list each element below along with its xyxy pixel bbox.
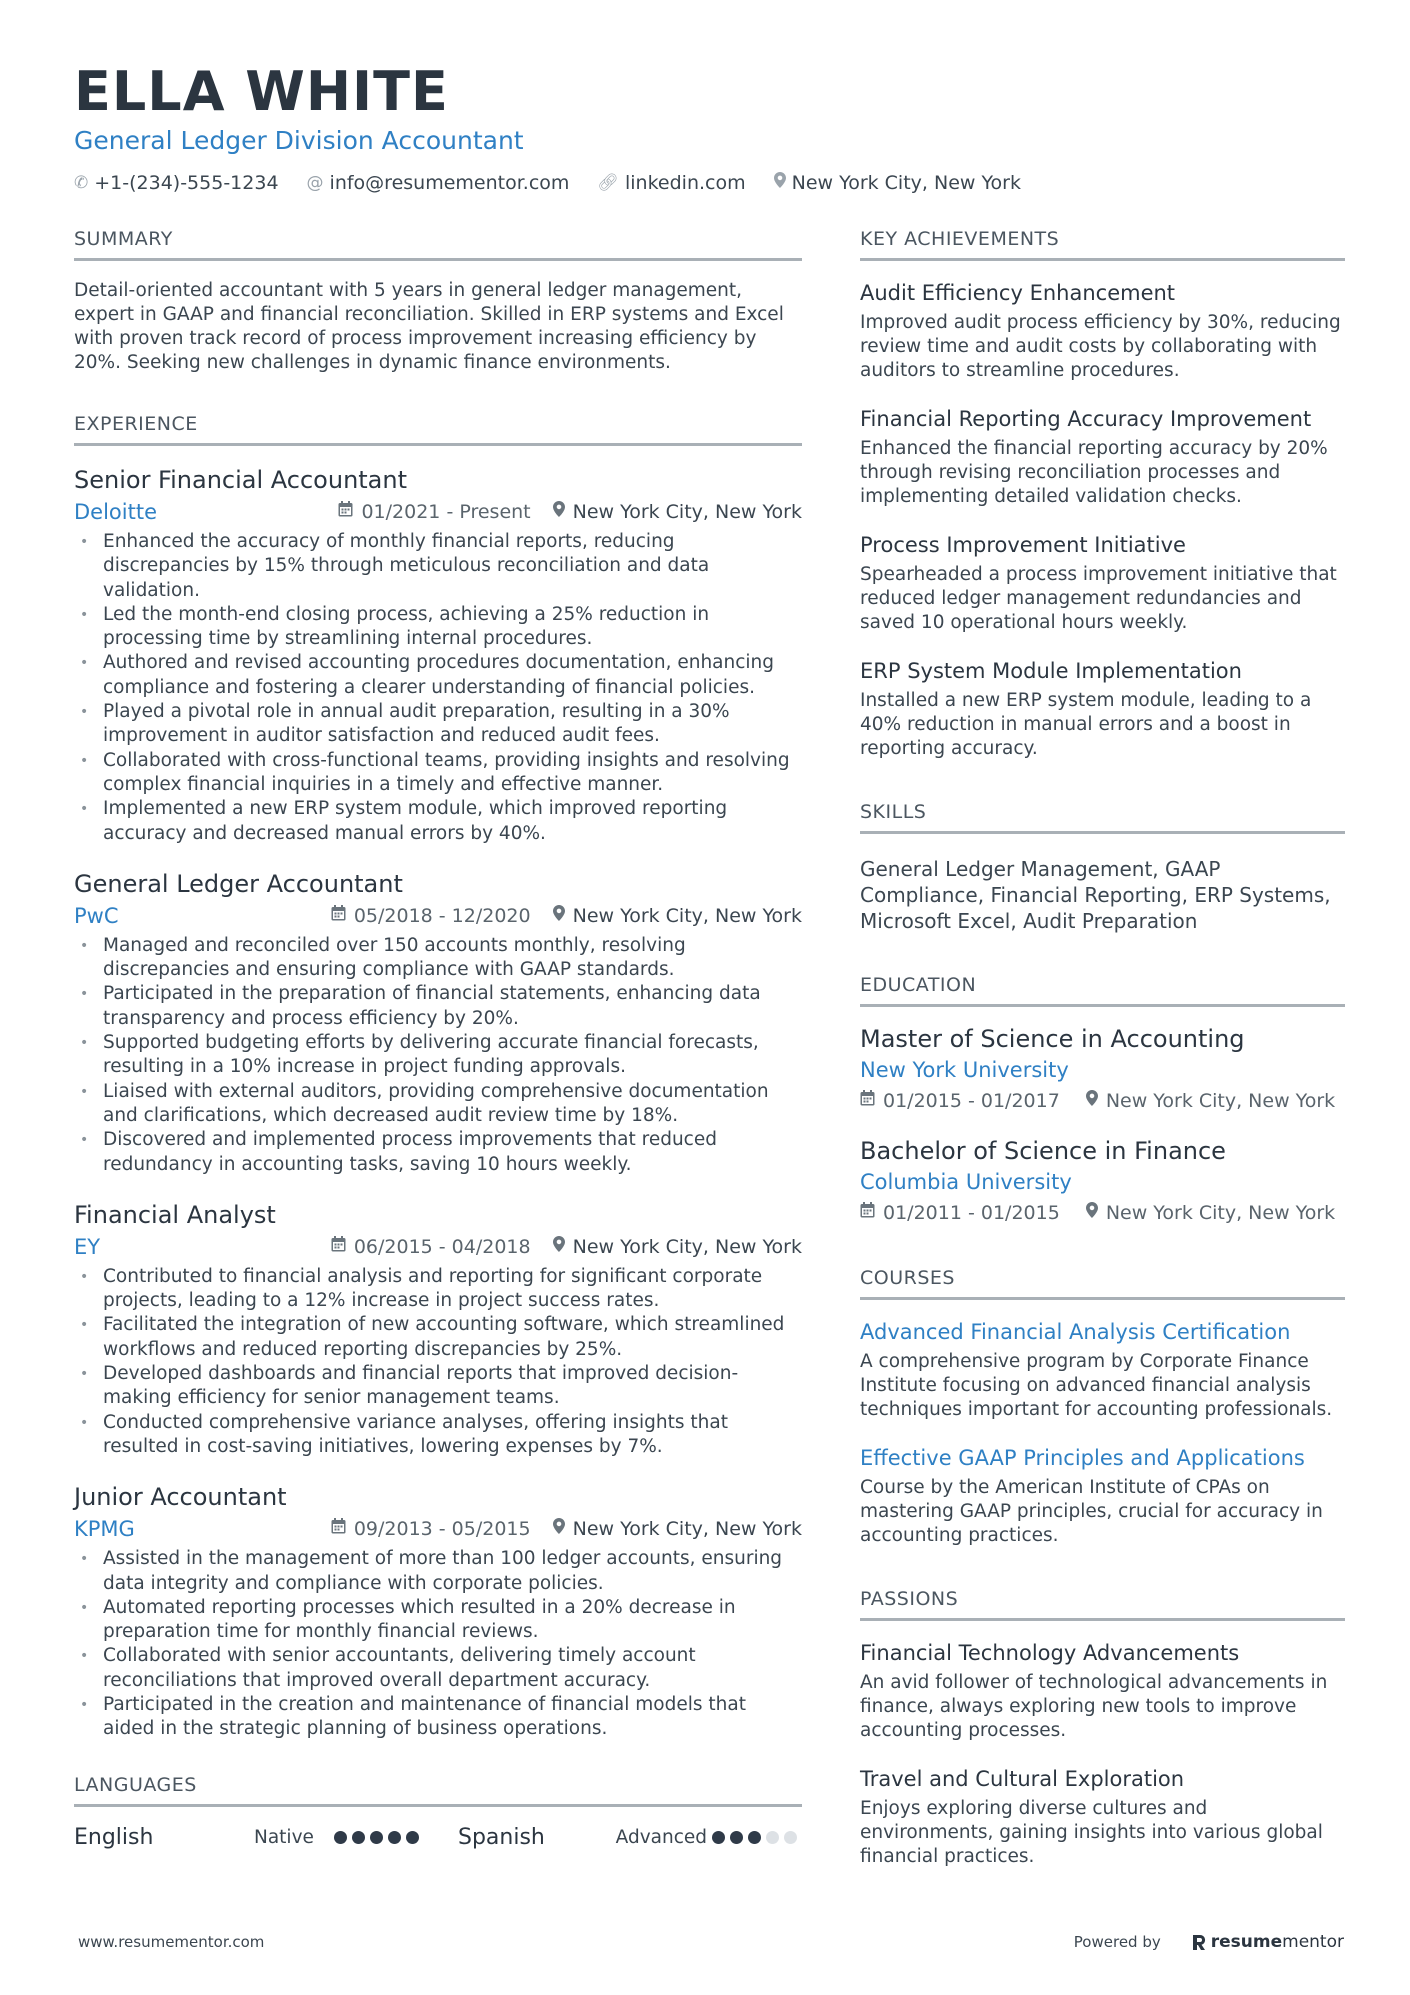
education-meta <box>860 1087 1345 1115</box>
course-text: Course by the American Institute of CPAs on mastering GAAP principles, crucial for accuracy in accounting practices. <box>860 1477 1323 1546</box>
job-company: PwC <box>74 903 119 928</box>
job-location-text: New York City, New York <box>572 1518 802 1541</box>
brand-mark-icon <box>1191 1933 1207 1951</box>
passion-title: Financial Technology Advancements <box>860 1641 1240 1665</box>
achievement-item <box>860 531 1345 635</box>
experience-section <box>74 411 802 1742</box>
brand-name-part1: resume <box>1210 1932 1283 1952</box>
passion-text: An avid follower of technological advancements in finance, always exploring new tools to improve accounting processes. <box>860 1672 1328 1741</box>
list-item: • Automated reporting processes which resulted in a 20% decrease in preparation time for monthly financial reviews. <box>74 1596 802 1645</box>
footer-website-link[interactable]: www.resumementor.com <box>78 1933 265 1951</box>
contact-location <box>774 170 1021 196</box>
job-meta <box>74 902 802 930</box>
list-item: • Assisted in the management of more than 100 ledger accounts, ensuring data integrity and compliance with corporate policies. <box>74 1547 802 1596</box>
job-date-text: 01/2021 - Present <box>361 501 531 523</box>
list-item: • Conducted comprehensive variance analyses, offering insights that resulted in cost-saving initiatives, lowering expenses by 7%. <box>74 1411 802 1460</box>
job-meta-right <box>331 1515 802 1543</box>
list-item: • Collaborated with cross-functional teams, providing insights and resolving complex financial inquiries in a timely and effective manner. <box>74 749 802 798</box>
passions-section <box>860 1586 1345 1869</box>
rating-dot-filled <box>748 1831 761 1844</box>
location-icon <box>1086 1199 1098 1227</box>
job-date <box>331 1233 531 1261</box>
job-location-text: New York City, New York <box>572 501 802 523</box>
candidate-name: ELLA WHITE <box>74 60 449 123</box>
course-title-link[interactable]: Advanced Financial Analysis Certification <box>860 1320 1291 1344</box>
calendar-icon <box>331 1233 346 1261</box>
list-item: • Discovered and implemented process improvements that reduced redundancy in accounting tasks, saving 10 hours weekly. <box>74 1128 802 1177</box>
job-bullets <box>74 934 802 1177</box>
page-footer <box>78 1932 1344 1952</box>
passion-list <box>860 1639 1345 1869</box>
skills-heading: SKILLS <box>860 799 1345 834</box>
education-date <box>860 1199 1060 1227</box>
job-meta <box>74 1515 802 1543</box>
passion-text: Enjoys exploring diverse cultures and environments, gaining insights into various global financial practices. <box>860 1798 1323 1867</box>
language-row <box>74 1823 802 1853</box>
job-meta <box>74 498 802 526</box>
powered-by <box>1074 1932 1344 1952</box>
list-item: • Developed dashboards and financial reports that improved decision-making efficiency for senior management teams. <box>74 1362 802 1411</box>
list-item: • Enhanced the accuracy of monthly financial reports, reducing discrepancies by 15% through meticulous reconciliation and data validation. <box>74 530 802 603</box>
location-icon <box>553 498 565 526</box>
rating-dot-empty <box>784 1831 797 1844</box>
achievement-title: Audit Efficiency Enhancement <box>860 281 1176 305</box>
job-meta-right <box>338 498 802 526</box>
rating-dot-filled <box>730 1831 743 1844</box>
link-icon: 🔗︎ <box>597 173 619 193</box>
achievement-list <box>860 279 1345 761</box>
job-location-text: New York City, New York <box>572 904 802 927</box>
job-location <box>553 1515 802 1543</box>
job-bullets <box>74 530 802 846</box>
achievement-item <box>860 657 1345 761</box>
education-location-text: New York City, New York <box>1105 1090 1336 1112</box>
language-rating <box>334 1831 424 1844</box>
rating-dot-filled <box>712 1831 725 1844</box>
location-icon <box>774 170 786 196</box>
language-item-english <box>74 1823 458 1853</box>
job-date <box>338 498 530 526</box>
job-company: Deloitte <box>74 500 157 524</box>
list-item: • Authored and revised accounting procedures documentation, enhancing compliance and fostering a clearer understanding of financial policies. <box>74 651 802 700</box>
job-date <box>331 1515 531 1543</box>
job-location-text: New York City, New York <box>572 1235 802 1258</box>
achievements-heading: KEY ACHIEVEMENTS <box>860 226 1345 261</box>
education-date <box>860 1087 1060 1115</box>
job-company: EY <box>74 1234 101 1259</box>
contact-email-text[interactable]: info@resumementor.com <box>329 172 570 194</box>
candidate-title: General Ledger Division Accountant <box>74 126 524 155</box>
location-icon <box>1086 1087 1098 1115</box>
achievement-title: ERP System Module Implementation <box>860 659 1242 683</box>
location-icon <box>553 1233 565 1261</box>
passion-title: Travel and Cultural Exploration <box>860 1767 1185 1791</box>
course-item <box>860 1318 1345 1422</box>
rating-dot-filled <box>352 1831 365 1844</box>
achievement-text: Enhanced the financial reporting accuracy by 20% through revising reconciliation processes and implementing detailed validation checks. <box>860 438 1328 507</box>
job-meta-right <box>331 902 802 930</box>
language-level: Native <box>254 1826 314 1848</box>
list-item: • Participated in the preparation of financial statements, enhancing data transparency and process efficiency by 20%. <box>74 982 802 1031</box>
passion-item <box>860 1639 1345 1743</box>
education-degree: Master of Science in Accounting <box>860 1025 1245 1053</box>
location-icon <box>553 1515 565 1543</box>
job-location <box>553 1233 802 1261</box>
list-item: • Supported budgeting efforts by delivering accurate financial forecasts, resulting in a 10% increase in project funding approvals. <box>74 1031 802 1080</box>
education-location <box>1086 1087 1335 1115</box>
at-icon: @ <box>306 173 324 193</box>
language-level: Advanced <box>615 1826 708 1848</box>
education-school: Columbia University <box>860 1170 1072 1194</box>
education-section <box>860 972 1345 1227</box>
job-role: Junior Accountant <box>74 1483 287 1512</box>
job-date-text: 09/2013 - 05/2015 <box>353 1518 531 1541</box>
job-entry <box>74 464 802 846</box>
job-entry <box>74 868 802 1177</box>
course-item <box>860 1444 1345 1548</box>
job-bullets <box>74 1265 802 1459</box>
achievement-text: Spearheaded a process improvement initiative that reduced ledger management redundancies and saved 10 operational hours weekly. <box>860 564 1337 633</box>
job-date <box>331 902 531 930</box>
location-icon <box>553 902 565 930</box>
course-title-link[interactable]: Effective GAAP Principles and Applications <box>860 1446 1305 1470</box>
job-role: General Ledger Accountant <box>74 869 403 898</box>
job-entry <box>74 1481 802 1741</box>
calendar-icon <box>860 1199 875 1227</box>
summary-heading: SUMMARY <box>74 226 802 261</box>
education-item <box>860 1023 1345 1115</box>
brand-name-part2: mentor <box>1282 1932 1344 1952</box>
education-degree: Bachelor of Science in Finance <box>860 1137 1226 1165</box>
calendar-icon <box>331 1515 346 1543</box>
summary-section <box>74 226 802 375</box>
rating-dot-filled <box>388 1831 401 1844</box>
list-item: • Liaised with external auditors, providing comprehensive documentation and clarifications, which decreased audit review time by 18%. <box>74 1080 802 1129</box>
languages-section <box>74 1772 802 1853</box>
language-rating <box>712 1831 802 1844</box>
language-item-spanish <box>458 1823 802 1853</box>
skills-text: General Ledger Management, GAAP Compliance, Financial Reporting, ERP Systems, Microsoft Excel, Audit Preparation <box>860 857 1331 933</box>
achievement-item <box>860 279 1345 383</box>
contact-linkedin[interactable] <box>597 170 745 196</box>
brand-logo[interactable] <box>1191 1932 1344 1952</box>
resume-header <box>74 60 1344 196</box>
list-item: • Led the month-end closing process, achieving a 25% reduction in processing time by streamlining internal procedures. <box>74 603 802 652</box>
education-meta <box>860 1199 1345 1227</box>
job-list <box>74 464 802 1742</box>
right-column <box>860 226 1345 1869</box>
courses-section <box>860 1265 1345 1548</box>
rating-dot-filled <box>370 1831 383 1844</box>
job-role: Financial Analyst <box>74 1200 276 1229</box>
summary-text: Detail-oriented accountant with 5 years in general ledger management, expert in GAAP and financial reconciliation. Skilled in ERP systems and Excel with proven track record of process improvement increasing efficiency by 20%. Seeking new challenges in dynamic finance environments. <box>74 280 784 373</box>
list-item: • Participated in the creation and maintenance of financial models that aided in the strategic planning of business operations. <box>74 1693 802 1742</box>
contact-email[interactable] <box>307 170 570 196</box>
course-text: A comprehensive program by Corporate Finance Institute focusing on advanced financial analysis techniques important for accounting professionals. <box>860 1351 1333 1420</box>
list-item: • Managed and reconciled over 150 accounts monthly, resolving discrepancies and ensuring compliance with GAAP standards. <box>74 934 802 983</box>
achievement-title: Process Improvement Initiative <box>860 533 1186 557</box>
rating-dot-filled <box>334 1831 347 1844</box>
language-name: Spanish <box>458 1824 545 1850</box>
contact-row <box>74 170 1344 196</box>
job-role: Senior Financial Accountant <box>74 466 408 494</box>
courses-heading: COURSES <box>860 1265 1345 1300</box>
education-location <box>1086 1199 1335 1227</box>
achievement-text: Improved audit process efficiency by 30%, reducing review time and audit costs by collaborating with auditors to streamline procedures. <box>860 312 1341 381</box>
education-heading: EDUCATION <box>860 972 1345 1007</box>
list-item: • Facilitated the integration of new accounting software, which streamlined workflows and reduced reporting discrepancies by 25%. <box>74 1313 802 1362</box>
education-date-text: 01/2015 - 01/2017 <box>883 1090 1060 1112</box>
job-location <box>553 902 802 930</box>
passions-heading: PASSIONS <box>860 1586 1345 1621</box>
languages-heading: LANGUAGES <box>74 1772 802 1807</box>
education-school: New York University <box>860 1058 1069 1082</box>
contact-linkedin-text[interactable]: linkedin.com <box>625 172 746 194</box>
contact-location-text: New York City, New York <box>791 172 1021 194</box>
education-date-text: 01/2011 - 01/2015 <box>883 1202 1060 1224</box>
job-meta <box>74 1233 802 1261</box>
list-item: • Played a pivotal role in annual audit preparation, resulting in a 30% improvement in auditor satisfaction and reduced audit fees. <box>74 700 802 749</box>
list-item: • Contributed to financial analysis and reporting for significant corporate projects, leading to a 12% increase in project success rates. <box>74 1265 802 1314</box>
achievement-item <box>860 405 1345 509</box>
calendar-icon <box>860 1087 875 1115</box>
job-location <box>553 498 802 526</box>
job-bullets <box>74 1547 802 1741</box>
calendar-icon <box>338 498 353 526</box>
contact-phone <box>74 170 279 196</box>
passion-item <box>860 1765 1345 1869</box>
experience-heading: EXPERIENCE <box>74 411 802 446</box>
phone-icon: ✆ <box>74 173 89 193</box>
left-column <box>74 226 802 1853</box>
calendar-icon <box>331 902 346 930</box>
list-item: • Implemented a new ERP system module, which improved reporting accuracy and decreased manual errors by 40%. <box>74 797 802 846</box>
skills-section <box>860 799 1345 934</box>
job-meta-right <box>331 1233 802 1261</box>
list-item: • Collaborated with senior accountants, delivering timely account reconciliations that improved overall department accuracy. <box>74 1644 802 1693</box>
powered-by-label: Powered by <box>1073 1933 1161 1951</box>
rating-dot-filled <box>406 1831 419 1844</box>
job-entry <box>74 1199 802 1459</box>
education-item <box>860 1135 1345 1227</box>
job-date-text: 05/2018 - 12/2020 <box>353 904 531 927</box>
rating-dot-empty <box>766 1831 779 1844</box>
achievement-title: Financial Reporting Accuracy Improvement <box>860 407 1312 431</box>
achievements-section <box>860 226 1345 761</box>
education-location-text: New York City, New York <box>1105 1202 1336 1224</box>
language-name: English <box>74 1824 154 1850</box>
achievement-text: Installed a new ERP system module, leading to a 40% reduction in manual errors and a boost in reporting accuracy. <box>860 690 1312 759</box>
job-date-text: 06/2015 - 04/2018 <box>353 1235 531 1258</box>
course-list <box>860 1318 1345 1548</box>
education-list <box>860 1023 1345 1227</box>
contact-phone-text: +1-(234)-555-1234 <box>94 172 279 194</box>
job-company: KPMG <box>74 1517 135 1542</box>
